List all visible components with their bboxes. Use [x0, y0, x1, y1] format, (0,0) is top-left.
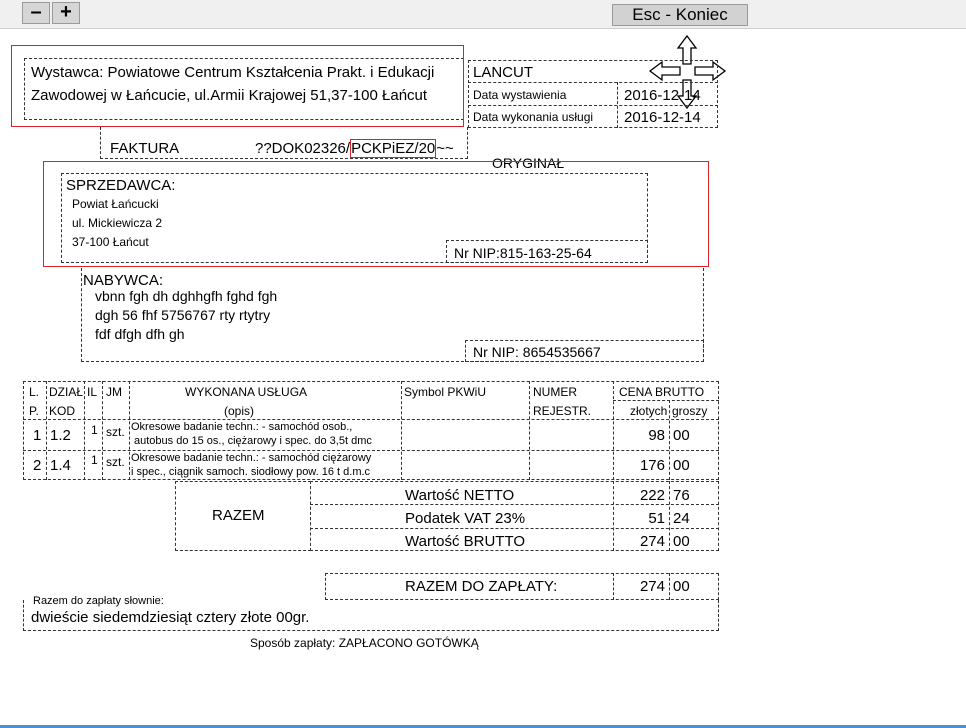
invoice-number	[255, 140, 454, 157]
zoom-out-button[interactable]: –	[22, 2, 50, 24]
header-lp-2: P.	[29, 404, 39, 418]
copy-label: ORYGINAŁ	[492, 155, 565, 171]
row-1-gr: 00	[673, 427, 690, 444]
seller-line-3: 37-100 Łańcut	[72, 235, 149, 249]
amount-due-gr: 00	[673, 578, 690, 595]
row-1-desc	[131, 420, 401, 449]
header-kod: KOD	[49, 404, 76, 418]
invoice-number-suffix: ~~	[436, 140, 454, 157]
netto-zl: 222	[639, 487, 665, 504]
header-lp-1: L.	[29, 385, 40, 399]
buyer-nip: Nr NIP: 8654535667	[473, 344, 601, 360]
amount-due-label: RAZEM DO ZAPŁATY:	[405, 578, 558, 595]
invoice-label: FAKTURA	[110, 140, 180, 157]
header-jm: JM	[106, 385, 122, 399]
header-service-desc: (opis)	[224, 404, 255, 418]
brutto-gr: 00	[673, 533, 690, 550]
issue-date-label: Data wystawienia	[473, 88, 567, 102]
buyer-line-2: dgh 56 fhf 5756767 rty rtytry	[95, 307, 271, 323]
row-2-desc	[131, 451, 401, 479]
zoom-in-button[interactable]: +	[52, 2, 80, 24]
row-2-kod: 1.4	[50, 457, 71, 474]
row-1-kod: 1.2	[50, 427, 71, 444]
issuer-line-1: Wystawca: Powiatowe Centrum Kształcenia Prakt. i Edukacji	[31, 64, 435, 81]
header-dzial: DZIAŁ	[49, 385, 84, 399]
row-1-il: 1	[91, 423, 98, 437]
header-price: CENA BRUTTO	[619, 385, 705, 399]
service-date-value: 2016-12-14	[624, 109, 701, 126]
service-date-label: Data wykonania usługi	[473, 110, 594, 124]
amount-words-value: dwieście siedemdziesiąt cztery złote 00gr.	[31, 609, 310, 626]
buyer-line-3: fdf dfgh dfh gh	[95, 326, 185, 342]
header-numer: NUMER	[533, 385, 577, 399]
seller-nip: Nr NIP:815-163-25-64	[454, 245, 592, 261]
row-2-jm: szt.	[106, 455, 125, 469]
seller-line-2: ul. Mickiewicza 2	[72, 216, 163, 230]
vat-gr: 24	[673, 510, 690, 527]
header-il: IL	[87, 385, 98, 399]
toolbar	[0, 0, 966, 29]
header-zlotych: złotych	[630, 404, 668, 418]
issue-date-value: 2016-12-14	[624, 87, 701, 104]
payment-method: Sposób zapłaty: ZAPŁACONO GOTÓWKĄ	[250, 636, 479, 650]
header-groszy: groszy	[672, 404, 708, 418]
exit-button[interactable]: Esc - Koniec	[612, 4, 748, 26]
netto-label: Wartość NETTO	[405, 487, 515, 504]
issuer-line-2: Zawodowej w Łańcucie, ul.Armii Krajowej 51,37-100 Łańcut	[31, 87, 428, 104]
row-1-jm: szt.	[106, 425, 125, 439]
vat-label: Podatek VAT 23%	[405, 510, 526, 527]
buyer-line-1: vbnn fgh dh dghhgfh fghd fgh	[95, 288, 278, 304]
row-2-gr: 00	[673, 457, 690, 474]
invoice-number-code: PCKPiEZ/20	[351, 140, 436, 157]
row-1-desc-line-1: Okresowe badanie techn.: - samochód osob.,	[131, 421, 353, 433]
seller-heading: SPRZEDAWCA:	[66, 177, 176, 194]
row-2-lp: 2	[33, 457, 42, 474]
amount-words-label: Razem do zapłaty słownie:	[33, 595, 164, 607]
seller-line-1: Powiat Łańcucki	[72, 197, 159, 211]
amount-due-zl: 274	[639, 578, 665, 595]
header-pkwiu: Symbol PKWiU	[404, 385, 487, 399]
place-name: LANCUT	[473, 64, 534, 81]
row-1-desc-line-2: autobus do 15 os., ciężarowy i spec. do 3,5t dmc	[134, 435, 372, 447]
netto-gr: 76	[673, 487, 690, 504]
header-service: WYKONANA USŁUGA	[185, 385, 308, 399]
razem-label: RAZEM	[212, 507, 265, 524]
vat-zl: 51	[648, 510, 665, 527]
row-2-zl: 176	[639, 457, 665, 474]
selection-frame	[11, 45, 464, 127]
row-2-desc-line-1: Okresowe badanie techn.: - samochód ciężarowy	[131, 452, 372, 464]
buyer-heading: NABYWCA:	[83, 272, 164, 289]
invoice-number-prefix: ??DOK02326/	[255, 140, 351, 157]
row-1-lp: 1	[33, 427, 42, 444]
row-2-desc-line-2: i spec., ciągnik samoch. siodłowy pow. 16 t d.m.c	[131, 466, 371, 478]
row-2-il: 1	[91, 453, 98, 467]
brutto-label: Wartość BRUTTO	[405, 533, 526, 550]
header-rejestr: REJESTR.	[533, 404, 592, 418]
row-1-zl: 98	[648, 427, 665, 444]
brutto-zl: 274	[639, 533, 665, 550]
